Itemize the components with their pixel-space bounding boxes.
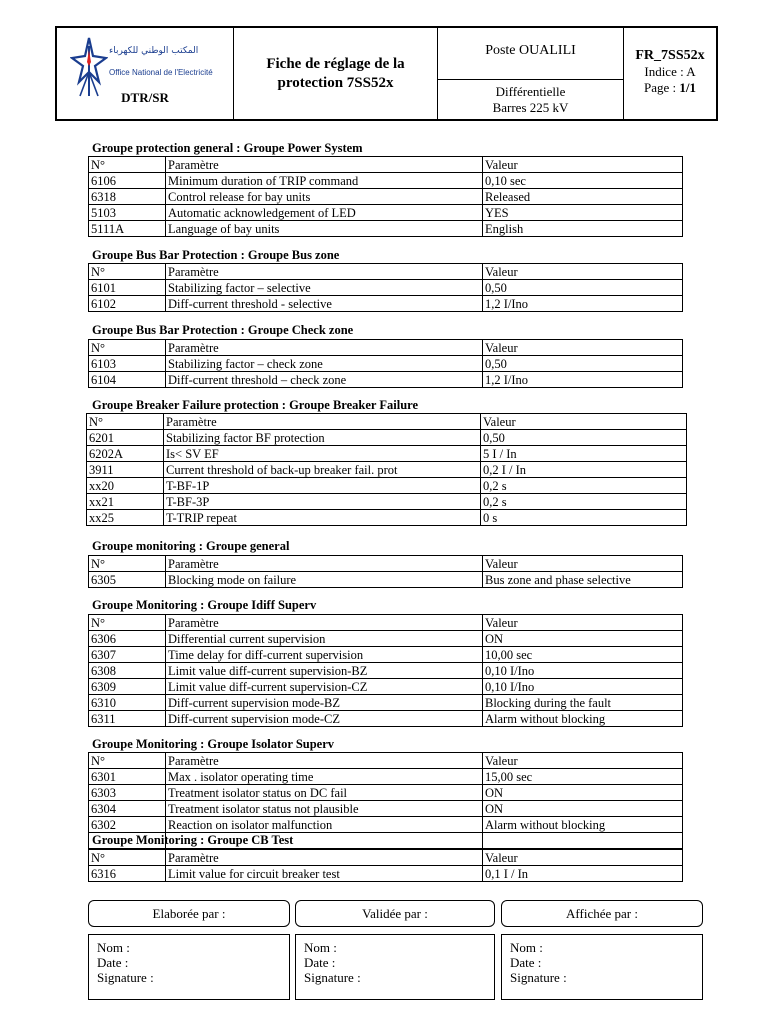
date-field: Date :	[510, 955, 542, 970]
param-number: xx21	[87, 494, 164, 510]
table-header-row	[87, 414, 687, 430]
param-number: 6308	[89, 663, 166, 679]
param-name: Language of bay units	[166, 221, 483, 237]
table-row	[89, 769, 683, 785]
param-name: Automatic acknowledgement of LED	[166, 205, 483, 221]
document-header	[55, 26, 718, 121]
table-row	[87, 446, 687, 462]
column-header: Paramètre	[166, 615, 483, 631]
prepared-by-header: Elaborée par :	[88, 900, 290, 927]
signature-field: Signature :	[97, 970, 154, 985]
param-value: 0,2 I / In	[481, 462, 687, 478]
column-header: Valeur	[483, 556, 683, 572]
table-row	[89, 631, 683, 647]
table-header-row	[89, 340, 683, 356]
column-header: N°	[89, 850, 166, 866]
param-number: 6305	[89, 572, 166, 588]
param-value: 0,50	[481, 430, 687, 446]
param-value: Alarm without blocking	[483, 817, 683, 833]
table-row	[89, 817, 683, 833]
table-row	[89, 280, 683, 296]
column-header: Valeur	[483, 157, 683, 173]
table-header-row	[89, 850, 683, 866]
param-number: 6301	[89, 769, 166, 785]
settings-table	[88, 849, 683, 882]
table-row	[89, 647, 683, 663]
param-number: 6310	[89, 695, 166, 711]
column-header: N°	[89, 264, 166, 280]
table-row	[89, 866, 683, 882]
param-number: 6318	[89, 189, 166, 205]
one-logo-icon	[70, 36, 108, 98]
param-name: Reaction on isolator malfunction	[166, 817, 483, 833]
param-value: 0,1 I / In	[483, 866, 683, 882]
table-row	[87, 510, 687, 526]
param-name: Limit value diff-current supervision-BZ	[166, 663, 483, 679]
section-title: Groupe Monitoring : Groupe Idiff Superv	[92, 598, 317, 612]
param-number: 6302	[89, 817, 166, 833]
param-name: Diff-current supervision mode-BZ	[166, 695, 483, 711]
protection-type-line-2: Barres 225 kV	[492, 100, 569, 115]
param-name: T-BF-3P	[164, 494, 481, 510]
table-row	[89, 205, 683, 221]
param-value: ON	[483, 801, 683, 817]
param-name: Blocking mode on failure	[166, 572, 483, 588]
param-number: 6103	[89, 356, 166, 372]
param-number: 6306	[89, 631, 166, 647]
page-indicator	[624, 80, 716, 96]
param-name: Limit value diff-current supervision-CZ	[166, 679, 483, 695]
param-value: 10,00 sec	[483, 647, 683, 663]
section-title: Groupe protection general : Groupe Power System	[92, 141, 363, 155]
column-header: Valeur	[483, 264, 683, 280]
table-row	[89, 173, 683, 189]
table-row	[89, 221, 683, 237]
param-value: ON	[483, 631, 683, 647]
page-number: 1/1	[679, 80, 696, 95]
settings-table	[88, 263, 683, 312]
protection-type-line-1: Différentielle	[495, 84, 566, 99]
param-number: xx20	[87, 478, 164, 494]
param-value: 15,00 sec	[483, 769, 683, 785]
validated-by-header: Validée par :	[295, 900, 495, 927]
column-header: Paramètre	[166, 340, 483, 356]
table-row	[89, 296, 683, 312]
logo-arabic-text: المكتب الوطني للكهرباء	[109, 46, 199, 56]
reference-code: FR_7SS52x	[635, 48, 705, 63]
param-name: T-BF-1P	[164, 478, 481, 494]
prepared-by-box	[88, 934, 290, 1000]
table-row	[89, 372, 683, 388]
param-number: 6304	[89, 801, 166, 817]
table-header-row	[89, 157, 683, 173]
posted-by-box	[501, 934, 703, 1000]
logo-french-text: Office National de l'Electricité	[109, 68, 213, 77]
param-value: 0 s	[481, 510, 687, 526]
column-header: Valeur	[483, 753, 683, 769]
column-header: N°	[87, 414, 164, 430]
name-field: Nom :	[97, 940, 130, 955]
section-title: Groupe Bus Bar Protection : Groupe Check zone	[92, 323, 354, 337]
poste-cell	[438, 28, 624, 119]
document-title	[234, 28, 438, 119]
param-value	[483, 833, 683, 849]
param-value: Blocking during the fault	[483, 695, 683, 711]
section-title: Groupe Bus Bar Protection : Groupe Bus zone	[92, 248, 340, 262]
param-name: Is< SV EF	[164, 446, 481, 462]
param-number: 3911	[87, 462, 164, 478]
table-row	[87, 462, 687, 478]
param-name: Time delay for diff-current supervision	[166, 647, 483, 663]
settings-table	[88, 555, 683, 588]
param-name: Max . isolator operating time	[166, 769, 483, 785]
column-header: Valeur	[483, 340, 683, 356]
param-number: 6104	[89, 372, 166, 388]
section-title: Groupe Monitoring : Groupe CB Test	[92, 833, 294, 847]
table-header-row	[89, 556, 683, 572]
column-header: N°	[89, 753, 166, 769]
param-value: 0,50	[483, 280, 683, 296]
column-header: Valeur	[483, 615, 683, 631]
param-value: 0,2 s	[481, 478, 687, 494]
posted-by-header: Affichée par :	[501, 900, 703, 927]
table-header-row	[89, 615, 683, 631]
table-header-row	[89, 753, 683, 769]
param-number: 6201	[87, 430, 164, 446]
logo-cell	[57, 28, 234, 119]
param-name: Diff-current threshold - selective	[166, 296, 483, 312]
table-row	[89, 189, 683, 205]
param-value: YES	[483, 205, 683, 221]
settings-table	[88, 614, 683, 727]
protection-type	[438, 80, 623, 119]
department-label: DTR/SR	[121, 90, 169, 105]
section-title: Groupe monitoring : Groupe general	[92, 539, 290, 553]
param-value: Bus zone and phase selective	[483, 572, 683, 588]
param-number: 6101	[89, 280, 166, 296]
param-name: Diff-current threshold – check zone	[166, 372, 483, 388]
param-name: Limit value for circuit breaker test	[166, 866, 483, 882]
column-header: N°	[89, 157, 166, 173]
table-row	[89, 356, 683, 372]
column-header: Paramètre	[166, 753, 483, 769]
param-value: 1,2 I/Ino	[483, 372, 683, 388]
param-number: 6202A	[87, 446, 164, 462]
param-value: 0,10 sec	[483, 173, 683, 189]
settings-table	[88, 156, 683, 237]
table-row	[89, 711, 683, 727]
title-line-1: Fiche de réglage de la	[266, 55, 405, 72]
param-value: ON	[483, 785, 683, 801]
param-number: 6102	[89, 296, 166, 312]
param-value: 0,10 I/Ino	[483, 663, 683, 679]
table-row	[89, 572, 683, 588]
param-name: Differential current supervision	[166, 631, 483, 647]
column-header: N°	[89, 556, 166, 572]
table-row	[89, 785, 683, 801]
page-label: Page :	[643, 80, 680, 95]
column-header: Valeur	[483, 850, 683, 866]
column-header: N°	[89, 615, 166, 631]
column-header: Paramètre	[166, 556, 483, 572]
column-header: Paramètre	[166, 850, 483, 866]
title-line-2: protection 7SS52x	[277, 74, 394, 91]
column-header: Valeur	[481, 414, 687, 430]
param-value: Released	[483, 189, 683, 205]
param-value: 0,2 s	[481, 494, 687, 510]
param-number: 6307	[89, 647, 166, 663]
param-name: Stabilizing factor BF protection	[164, 430, 481, 446]
validated-by-box	[295, 934, 495, 1000]
param-name: T-TRIP repeat	[164, 510, 481, 526]
revision-index: Indice : A	[644, 64, 696, 79]
table-row	[89, 679, 683, 695]
param-name: Control release for bay units	[166, 189, 483, 205]
param-value: 5 I / In	[481, 446, 687, 462]
name-field: Nom :	[304, 940, 337, 955]
param-value: 1,2 I/Ino	[483, 296, 683, 312]
section-title: Groupe Breaker Failure protection : Groupe Breaker Failure	[92, 398, 419, 412]
param-number: 6309	[89, 679, 166, 695]
table-row	[87, 494, 687, 510]
column-header: N°	[89, 340, 166, 356]
param-name: Stabilizing factor – check zone	[166, 356, 483, 372]
param-name: Treatment isolator status not plausible	[166, 801, 483, 817]
date-field: Date :	[97, 955, 129, 970]
param-name: Current threshold of back-up breaker fail. prot	[164, 462, 481, 478]
table-row	[87, 478, 687, 494]
param-number: 6316	[89, 866, 166, 882]
table-row	[89, 695, 683, 711]
param-name: Stabilizing factor – selective	[166, 280, 483, 296]
param-name: Diff-current supervision mode-CZ	[166, 711, 483, 727]
param-number: 5103	[89, 205, 166, 221]
table-row	[89, 663, 683, 679]
date-field: Date :	[304, 955, 336, 970]
param-number: 6303	[89, 785, 166, 801]
table-header-row	[89, 264, 683, 280]
table-row	[87, 430, 687, 446]
param-value: 0,10 I/Ino	[483, 679, 683, 695]
param-value: 0,50	[483, 356, 683, 372]
param-name: Treatment isolator status on DC fail	[166, 785, 483, 801]
section-title: Groupe Monitoring : Groupe Isolator Superv	[92, 737, 335, 751]
table-row	[89, 801, 683, 817]
param-number: 5111A	[89, 221, 166, 237]
column-header: Paramètre	[166, 157, 483, 173]
reference-cell	[624, 28, 716, 119]
settings-table	[86, 413, 687, 526]
param-number: xx25	[87, 510, 164, 526]
param-number: 6311	[89, 711, 166, 727]
signature-field: Signature :	[510, 970, 567, 985]
column-header: Paramètre	[166, 264, 483, 280]
param-number: 6106	[89, 173, 166, 189]
settings-table	[88, 339, 683, 388]
poste-name: Poste OUALILI	[438, 28, 623, 80]
param-name: Minimum duration of TRIP command	[166, 173, 483, 189]
column-header: Paramètre	[164, 414, 481, 430]
name-field: Nom :	[510, 940, 543, 955]
param-value: Alarm without blocking	[483, 711, 683, 727]
param-value: English	[483, 221, 683, 237]
signature-field: Signature :	[304, 970, 361, 985]
